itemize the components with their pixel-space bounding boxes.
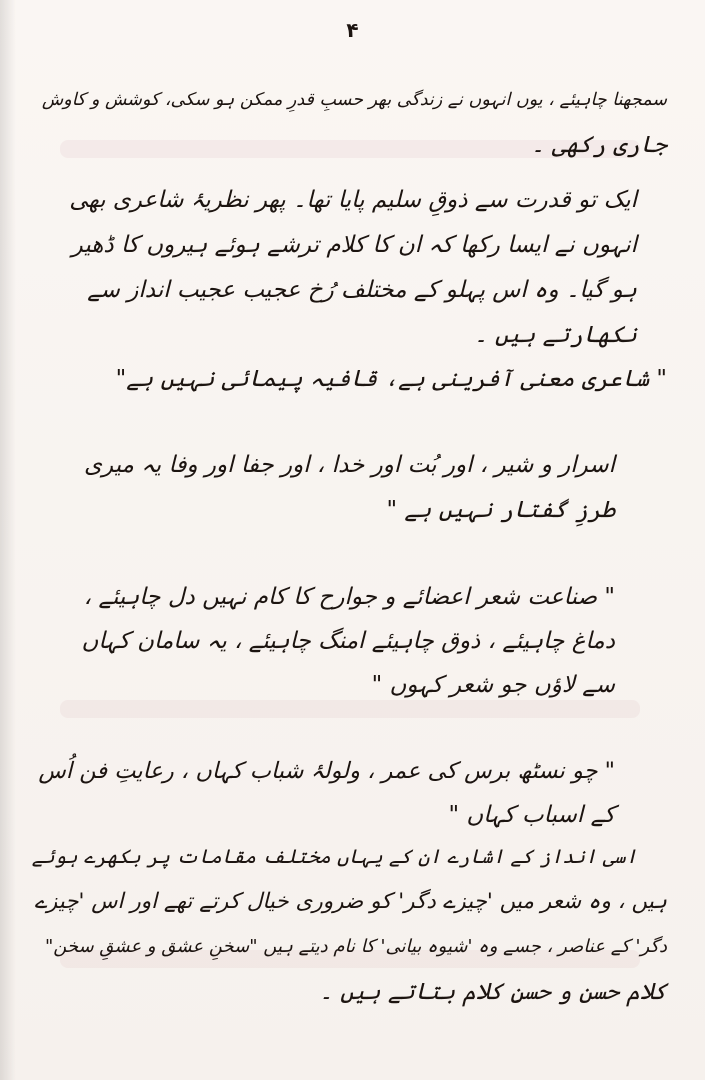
text-line: کلام حسن و حسنِ کلام بتاتے ہیں ۔ <box>319 979 667 1005</box>
text-line: سمجھنا چاہیئے ، یوں انہوں نے زندگی بھر حسبِ قدرِ ممکن ہو سکی، کوشش و کاوش <box>41 90 667 110</box>
text-line: ہیں ، وہ شعر میں 'چیزے دگر' کو ضروری خیال کرتے تھے اور اس 'چیزے <box>34 889 667 914</box>
page-number: ۴ <box>346 18 359 42</box>
quote-line: " چو نسٹھ برس کی عمر ، ولولۂ شباب کہاں ، رعایتِ فن اُس <box>38 758 615 784</box>
text-line: دگر' کے عناصر ، جسے وہ 'شیوہ بیانی' کا نام دیتے ہیں "سخنِ عشق و عشقِ سخن" <box>44 936 667 957</box>
quote-line: اسرار و شیر ، اور بُت اور خدا ، اور جفا اور وفا یہ میری <box>84 452 615 478</box>
text-line: انہوں نے ایسا رکھا کہ ان کا کلام ترشے ہوئے ہیروں کا ڈھیر <box>71 232 637 258</box>
quote-line: سے لاؤں جو شعر کہوں " <box>371 672 615 698</box>
text-line: جاری رکھی ۔ <box>531 132 667 158</box>
text-line: ہو گیا۔ وہ اس پہلو کے مختلف رُخ عجیب عجیب انداز سے <box>87 277 637 303</box>
text-line: ایک تو قدرت سے ذوقِ سلیم پایا تھا۔ پھر نظریۂ شاعری بھی <box>69 187 637 213</box>
quote-line: طرزِ گفتار نہیں ہے " <box>386 497 615 523</box>
quote-line: " صناعت شعر اعضائے و جوارح کا کام نہیں دل چاہیئے ، <box>83 584 615 610</box>
text-line: اسی انداز کے اشارے ان کے یہاں مختلف مقامات پر بکھرے ہوئے <box>31 845 637 868</box>
quote-line: کے اسباب کہاں " <box>448 802 615 828</box>
quote-line: " شاعری معنی آفرینی ہے، قافیہ پیمائی نہیں ہے" <box>115 366 667 392</box>
bleed-through-2 <box>60 700 640 718</box>
text-line: نکھارتے ہیں ۔ <box>474 322 637 348</box>
spine-shadow <box>0 0 16 1080</box>
quote-line: دماغ چاہیئے ، ذوق چاہیئے امنگ چاہیئے ، یہ سامان کہاں <box>81 628 615 654</box>
